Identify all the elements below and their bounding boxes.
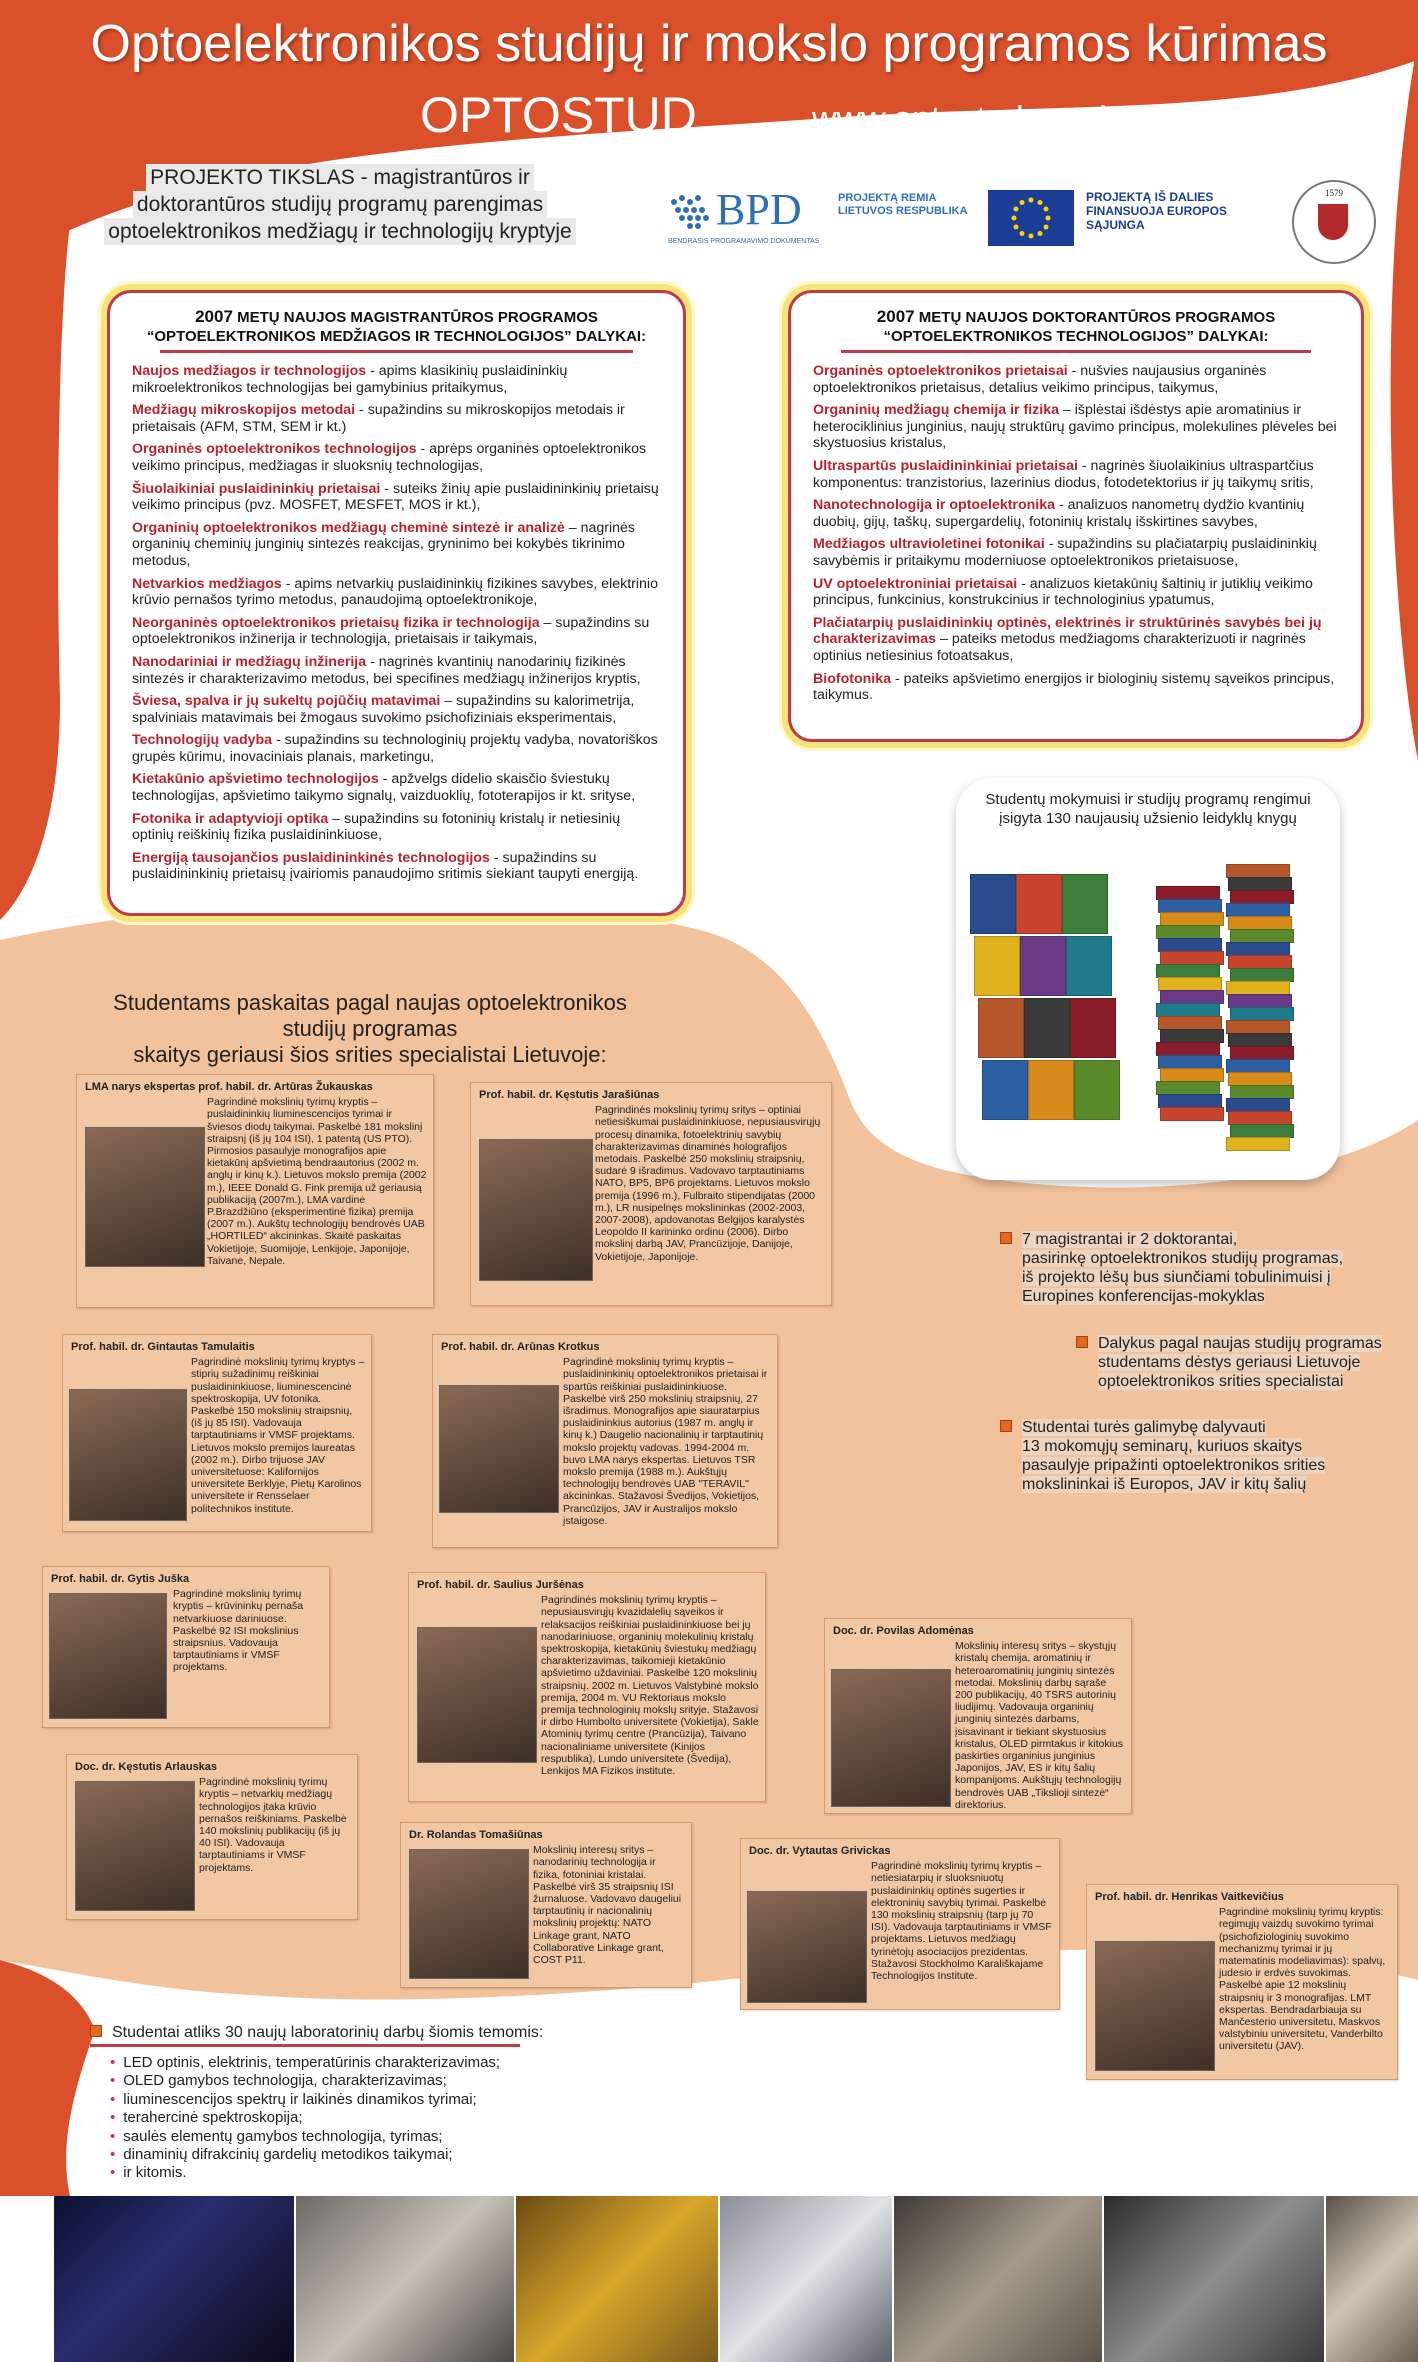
course-description: - nušvies naujausius organinės optoelektronikos prietaisus, detalius veikimo principus, taikymus, [813,363,1267,396]
doctoral-panel-divider [841,350,1311,353]
book-spine [1158,1055,1222,1069]
course-item [132,481,661,514]
course-name: Netvarkios medžiagos [132,575,282,592]
course-description: – supažindins su optoelektronikos inžinerija ir technologija, prietaisais ir taikymais, [132,614,650,648]
book-spine [1156,1081,1220,1095]
eu-funding-text: PROJEKTĄ IŠ DALIES FINANSUOJA EUROPOS SĄJUNGA [1086,190,1227,232]
left-bottom-edge-shape [0,1960,95,2196]
specialist-photo [479,1139,593,1281]
labs-item: • liuminescencijos spektrų ir laikinės dinamikos tyrimai; [110,2091,500,2109]
book-cover [1070,998,1116,1058]
specialist-card-jarasiunas: Prof. habil. dr. Kęstutis Jarašiūnas Pagrindinės mokslinių tyrimų sritys – optiniai netiesiškumai puslaidininkiuose, nepusiausvirųjų procesų dinamika, fotoelektrinių savybių charakterizavimas dinaminės holografijos metodais. Paskelbė 250 mokslinių straipsnių, sudarė 9 išradimus. Vadovavo tarptautiniams NATO, BP5, BP6 projektams. Lietuvos mokslo premija (1996 m.), Fulbraito stipendijatas (2000 m.), LR nusipelnęs mokslininkas (2002-2003, 2007-2008), apdovanotas Belgijos karalystės Leopoldo II karininko ordinu (2006). Dirbo mokslinį darbą JAV, Prancūzijoje, Danijoje, Vokietijoje, Japonijoje. [470,1082,832,1306]
labs-title: Studentai atliks 30 naujų laboratorinių darbų šiomis temomis: [90,2024,543,2042]
book-spine [1228,877,1292,891]
book-spine [1230,1046,1294,1060]
labs-list [110,2054,500,2183]
doctoral-course-list [791,363,1361,704]
specialists-heading: Studentams paskaitas pagal naujas optoelektronikos studijų programas skaitys geriausi šios srities specialistai Lietuvoje: [113,990,627,1067]
book-cover [1016,874,1062,934]
doctoral-panel-heading: 2007 METŲ NAUJOS DOKTORANTŪROS PROGRAMOS “OPTOELEKTRONIKOS TECHNOLOGIJOS” DALYKAI: [876,307,1276,345]
lab-photo-3 [516,2196,720,2362]
course-name: Nanodariniai ir medžiagų inžinerija [132,653,367,670]
specialist-photo [439,1385,559,1513]
specialist-card-arlauskas: Doc. dr. Kęstutis Arlauskas Pagrindinė mokslinių tyrimų kryptis – netvarkių medžiagų technologijos įtaka krūvio pernašos reiškiniams. Paskelbė 140 mokslinių publikacijų (iš jų 40 ISI). Vadovauja tarptautiniams ir VMSF projektams. [66,1754,358,1920]
book-spine [1226,903,1290,917]
specialist-photo [69,1389,187,1521]
specialist-photo [75,1781,195,1911]
specialist-photo [85,1127,205,1267]
book-spine [1226,1059,1290,1073]
book-spine [1226,942,1290,956]
course-item [132,520,661,570]
book-spine [1160,1107,1224,1121]
project-goal [70,164,610,245]
specialist-card-vaitkevicius: Prof. habil. dr. Henrikas Vaitkevičius Pagrindinė mokslinių tyrimų kryptis: regimųjų vaizdų suvokimo tyrimai (psichofiziologinių suvokimo mechanizmų tyrimai ir jų matematinis modeliavimas): spalvų, judesio ir erdvės suvokimas. Paskelbė apie 12 mokslinių straipsnių ir 3 monografijas. LMT ekspertas. Bendradarbiauja su Mančesterio universitetu, Maskvos valstybiniu universitetu, Vanderbilto universitetu (JAV). [1086,1884,1398,2080]
book-spine [1226,1098,1290,1112]
course-description: - supažindins su mikroskopijos metodais ir prietaisais (AFM, STM, SEM ir kt.) [132,402,625,435]
book-spine [1158,1016,1222,1030]
book-spine [1226,1137,1290,1151]
book-spine [1160,912,1224,926]
book-spine [1226,864,1290,878]
course-item [813,402,1339,452]
specialist-card-grivickas: Doc. dr. Vytautas Grivickas Pagrindinė mokslinių tyrimų kryptis – netiesiatarpių ir sluoksniuotų puslaidininkių optinės sugerties ir elektroninių savybių tyrimai. Paskelbė 130 mokslinių straipsnių (tarp jų 70 ISI). Vadovauja tarptautiniams ir VMSF projektams. Lietuvos medžiagų tyrinėtojų asociacijos prezidentas. Stažavosi Stockholmo Karališkajame Technologijos Institute. [740,1838,1060,2010]
specialist-card-tomasiunas: Dr. Rolandas Tomašiūnas Mokslinių interesų sritys – nanodarinių technologija ir fizika, fotoniniai kristalai. Paskelbė virš 35 straipsnių ISI žurnaluose. Vadovavo daugeliui tarptautinių ir nacionalinių mokslinių projektų: NATO Linkage grant, NATO Collaborative Linkage grant, COST P11. [400,1822,692,1988]
note-lecturers: Dalykus pagal naujas studijų programas studentams dėstys geriausi Lietuvoje optoelektronikos srities specialistai [1076,1334,1382,1391]
book-spine [1158,1094,1222,1108]
books-caption: Studentų mokymuisi ir studijų programų rengimui įsigyta 130 naujausių užsienio leidyklų knygų [985,791,1311,827]
course-item [813,458,1339,491]
book-spine [1228,994,1292,1008]
course-description: - analizuos kietakūnių šaltinių ir jutiklių veikimo principus, funkcinius, konstrukcinius ir technologinius ypatumus, [813,575,1313,609]
project-website-link[interactable]: www.optostud.mtmi.vu.lt [812,100,1179,138]
course-name: Organinių medžiagų chemija ir fizika [813,402,1059,419]
book-spine [1160,1068,1224,1082]
bullet-square-icon [1000,1232,1012,1244]
course-name: Organinės optoelektronikos technologijos [132,441,417,458]
book-cover [974,936,1020,996]
course-name: Šiuolaikiniai puslaidininkių prietaisai [132,480,381,497]
book-cover [1024,998,1070,1058]
bpd-subtext: BENDRASIS PROGRAMAVIMO DOKUMENTAS [668,238,820,245]
book-spine [1230,1124,1294,1138]
book-cover [1066,936,1112,996]
course-description: - suteiks žinių apie puslaidininkinių prietaisų veikimo principus (pvz. MOSFET, MESFET, MOS ir kt.), [132,480,659,514]
course-name: Technologijų vadyba [132,732,273,749]
course-item [132,363,661,396]
course-description: - aprėps organinės optoelektronikos veikimo principus, medžiagas ir sluoksnių technologijas, [132,441,647,474]
book-spine [1228,955,1292,969]
book-spine [1160,990,1224,1004]
goal-line-1: PROJEKTO TIKSLAS - magistrantūros ir [146,164,534,191]
book-cover [978,998,1024,1058]
course-description: - supažindins su puslaidininkinių prietaisų įvairiomis panaudojimo sritimis siekiant taupyti energiją. [132,849,639,883]
doctoral-program-panel [788,290,1364,742]
master-panel-heading: 2007 METŲ NAUJOS MAGISTRANTŪROS PROGRAMOS “OPTOELEKTRONIKOS MEDŽIAGOS IR TECHNOLOGIJOS” DALYKAI: [146,307,647,345]
course-description: - apims netvarkių puslaidininkių fizikines savybes, elektrinio krūvio pernašos tyrimo metodus, panaudojimą optoelektronikoje, [132,575,658,609]
master-panel-divider [160,350,633,353]
course-name: Organinių optoelektronikos medžiagų cheminė sintezė ir analizė [132,519,565,536]
bpd-text: BPD [716,185,802,234]
course-item [813,615,1339,665]
book-cover [970,874,1016,934]
book-cover [1062,874,1108,934]
course-item [132,441,661,474]
course-description: - analizuos nanometrų dydžio kvantinių duobių, gijų, taškų, supergardelių, fotoninių kristalų išskirtines savybes, [813,497,1305,530]
course-item [132,402,661,435]
course-description: - supažindins su technologinių projektų vadyba, novatoriškos grupės kūrimu, inovaciniais planais, marketingu, [132,732,658,765]
specialist-photo [1095,1941,1215,2071]
specialist-card-tamulaitis: Prof. habil. dr. Gintautas Tamulaitis Pagrindinė mokslinių tyrimų kryptys – stiprių sužadinimų reiškiniai puslaidininkiuose, liuminescencinė spektroskopija, UV fotonika. Paskelbė 150 mokslinių straipsnių, (iš jų 85 ISI). Vadovauja tarptautiniams ir VMSF projektams. Lietuvos mokslo premijos laureatas (2002 m.). Dirbo trijuose JAV universitetuose: Kalifornijos universitete Berklyje, Pietų Karolinos universitete ir Rensselaer politechnikos institute. [62,1334,372,1532]
book-cover [1020,936,1066,996]
left-edge-shape [0,225,70,920]
labs-item: • dinaminių difrakcinių gardelių metodikos taikymai; [110,2146,500,2164]
course-name: Organinės optoelektronikos prietaisai [813,363,1068,379]
course-name: Biofotonika [813,670,892,687]
course-name: Kietakūnio apšvietimo technologijos [132,771,379,788]
course-description: – supažindins su fotoninių kristalų ir netiesinių optinių reiškinių fizika puslaidininkiuose, [132,810,621,844]
books-panel [956,778,1340,1180]
right-edge-shape [1391,40,1418,760]
poster-title: Optoelektronikos studijų ir mokslo programos kūrimas [90,15,1328,73]
book-spine [1228,916,1292,930]
course-name: Neorganinės optoelektronikos prietaisų fizika ir technologija [132,614,540,631]
book-spine [1226,1020,1290,1034]
book-spine [1226,981,1290,995]
course-item [132,771,661,804]
book-spine [1230,929,1294,943]
vilnius-university-seal-icon [1292,180,1376,264]
bpd-support-text: PROJEKTĄ REMIA LIETUVOS RESPUBLIKA [838,192,968,217]
course-item [813,576,1339,609]
course-item [813,363,1339,396]
book-spine [1228,1033,1292,1047]
specialist-photo [747,1891,867,2003]
bullet-square-icon [1000,1420,1012,1432]
lab-photo-5 [894,2196,1104,2362]
course-description: - apžvelgs didelio skaisčio šviestukų technologijas, apšvietimo taikymo signalų, vaizduoklių, fototerapijos ir kt. srityse, [132,771,636,805]
book-spine [1228,1111,1292,1125]
course-name: Naujos medžiagos ir technologijos [132,363,367,379]
book-spine [1230,1085,1294,1099]
book-spine [1156,1042,1220,1056]
lab-photo-1 [54,2196,296,2362]
course-name: Nanotechnologija ir optoelektronika [813,497,1056,514]
book-spine [1160,1029,1224,1043]
goal-line-3: optoelektronikos medžiagų ir technologijų kryptyje [104,218,575,245]
specialist-card-juska: Prof. habil. dr. Gytis Juška Pagrindinė mokslinių tyrimų kryptis – krūvininkų pernaša netvarkiuose dariniuose. Paskelbė 92 ISI mokslinius straipsnius. Vadovauja tarptautiniams ir VMSF projektams. [42,1566,330,1728]
bpd-logo [668,185,968,253]
course-item [132,850,661,883]
book-cover [982,1060,1028,1120]
lab-photo-6 [1104,2196,1326,2362]
course-item [132,732,661,765]
lab-photo-7 [1326,2196,1418,2362]
specialist-card-krotkus: Prof. habil. dr. Arūnas Krotkus Pagrindinė mokslinių tyrimų kryptis – puslaidininkinių optoelektronikos prietaisai ir spartūs reiškiniai puslaidininkiuose. Paskelbė virš 250 mokslinių straipsnių, 27 išradimus. Monografijos apie siauratarpius puslaidininkius autorius (1987 m. anglų ir kinų k.) Daugelio nacionalinių ir tarptautinių mokslo projektų vadovas. 1994-2004 m. buvo LMA narys ekspertas. Lietuvos TSR mokslo premija (1988 m.). Aukštųjų technologijų bendrovės UAB "TERAVIL" akcininkas. Stažavosi Švedijos, Vokietijos, Prancūzijos, JAV ir Australijos mokslo įstaigose. [432,1334,778,1548]
master-program-panel [107,290,686,916]
eu-flag-icon [988,190,1074,246]
labs-item: • ir kitomis. [110,2164,500,2182]
course-item [132,576,661,609]
specialist-photo [831,1669,951,1807]
course-name: Šviesa, spalva ir jų sukeltų pojūčių matavimai [132,693,441,710]
book-spine [1156,925,1220,939]
specialist-photo [49,1593,167,1719]
course-item [813,497,1339,530]
book-spine [1230,890,1294,904]
course-description: – pateiks metodus medžiagoms charakterizuoti ir nagrinės optinius netiesinius fotoatsakus, [813,631,1306,664]
labs-item: • saulės elementų gamybos technologija, tyrimas; [110,2128,500,2146]
course-description: - pateiks apšvietimo energijos ir biologinių sistemų sąveikos principus, taikymus. [813,670,1335,704]
lab-photo-2 [296,2196,516,2362]
note-seminars: Studentai turės galimybę dalyvauti 13 mokomųjų seminarų, kuriuos skaitys pasaulyje pripažinti optoelektronikos srities mokslininkai iš Europos, JAV ir kitų šalių [1000,1418,1325,1494]
specialist-card-zukauskas: LMA narys ekspertas prof. habil. dr. Artūras Žukauskas Pagrindinė mokslinių tyrimų kryptis – puslaidininkių liuminescencijos tyrimai ir šviesos diodų taikymai. Paskelbė 181 mokslinį straipsnį (iš jų 104 ISI), 1 patentą (US PTO). Pirmosios pasaulyje monografijos apie kietakūnį apšvietimą bendraautorius (2002 m. anglų ir kinų k.). Lietuvos mokslo premija (2002 m.), IEEE Donald G. Fink premija už geriausią publikaciją (2007m.), LMA vardinė P.Brazdžiūno (eksperimentinė fizika) premija (2007 m.). Aukštų technologijų bendrovės UAB „HORTILED“ akcininkas. Skaitė paskaitas Vokietijoje, Suomijoje, Lenkijoje, Japonijoje, Taivane, Nepale. [76,1074,434,1308]
course-description: – supažindins su kalorimetrija, spalviniais matavimais bei žmogaus suvokimo psichofiziniais eksperimentais, [132,693,635,726]
labs-item: • terahercinė spektroskopija; [110,2109,500,2127]
book-spine [1156,964,1220,978]
course-item [132,615,661,648]
course-item [813,536,1339,569]
course-name: Fotonika ir adaptyvioji optika [132,810,329,827]
book-spine [1158,899,1222,913]
bullet-square-icon [90,2025,102,2037]
course-description: – nagrinės organinių cheminių junginių sintezės reakcijas, gryninimo bei kokybės tikrinimo metodus, [132,519,636,569]
course-description: - supažindins su plačiatarpių puslaidininkių savybėmis ir pritaikymu moderniuose optoelektronikos prietaisuose, [813,536,1317,569]
project-acronym: OPTOSTUD [420,87,697,143]
course-item [132,654,661,687]
specialist-card-jursenas: Prof. habil. dr. Saulius Juršėnas Pagrindinės mokslinių tyrimų kryptis – nepusiausvirųjų kvazidalelių sąveikos ir relaksacijos reiškiniai puslaidininkiuose bei jų nanodariniuose, organinių molekulinių kristalų spektroskopija, kietakūnių šviestukų medžiagų charakterizavimas, taikomieji kietakūnio apšvietimo uždaviniai. Paskelbė 120 mokslinių straipsnių. 2002 m. Lietuvos Valstybinė mokslo premija, 2004 m. VU Rektoriaus mokslo premija technologinių mokslų srityje. Stažavosi ir dirbo Humbolto universitete (Vokietija), Sakle Atominių tyrimų centre (Prancūzija), Taivano nacionaliniame universitete (Kinijos respublika), Lundo universitete (Švedija), Lenkijos MA Fizikos institute. [408,1572,766,1802]
course-description: - apims klasikinių puslaidininkių mikroelektronikos technologijas bei gamybinius pritaikymus, [132,363,568,396]
course-name: Ultraspartūs puslaidininkiniai prietaisai [813,457,1078,474]
book-spine [1230,968,1294,982]
course-item [813,671,1339,704]
book-spine [1160,951,1224,965]
course-description: - nagrinės šiuolaikinius ultraspartčius komponentus: tranzistorius, lazerinius diodus, fotodetektorius ir jų taikymų sritis, [813,457,1314,491]
labs-item: • OLED gamybos technologija, charakterizavimas; [110,2072,500,2090]
note-trips: 7 magistrantai ir 2 doktorantai, pasirinkę optoelektronikos studijų programas, iš projekto lėšų bus siunčiami tobulinimuisi į Europines konferencijas-mokyklas [1000,1230,1343,1306]
book-spine [1158,977,1222,991]
vu-year: 1579 [1325,188,1343,198]
book-spine [1228,1072,1292,1086]
labs-divider [90,2044,520,2047]
course-name: Medžiagų mikroskopijos metodai [132,402,356,419]
course-item [132,693,661,726]
specialist-photo [409,1849,529,1979]
specialist-card-adomenas: Doc. dr. Povilas Adomėnas Mokslinių interesų sritys – skystųjų kristalų chemija, aromatinių ir heteroaromatinių junginių sintezės metodai. Mokslinių darbų sąraše 200 publikacijų, 40 TSRS autorinių liudijimų. Vadovauja organinių junginių sintezės darbams, įsisavinant ir tiekiant skystuosius kristalus, OLED pirmtakus ir kitokius paskirties organinius junginius Japonijos, JAV, ES ir kitų šalių kompanijoms. Aukštųjų technologijų bendrovės UAB „Tikslioji sintezė“ direktorius. [824,1618,1132,1814]
labs-item: • LED optinis, elektrinis, temperatūrinis charakterizavimas; [110,2054,500,2072]
book-spine [1156,1003,1220,1017]
specialist-photo [417,1627,537,1763]
course-description: – išplėstai išdėstys apie aromatinius ir heterociklinius junginius, naujų struktūrų gavimo principus, molekulines plėveles bei skystuosius kristalus, [813,402,1337,452]
bullet-square-icon [1076,1336,1088,1348]
book-spine [1156,886,1220,900]
goal-line-2: doktorantūros studijų programų parengimas [133,191,547,218]
book-cover [1028,1060,1074,1120]
book-spine [1230,1007,1294,1021]
course-name: Energiją tausojančios puslaidininkinės technologijos [132,849,490,866]
course-name: Medžiagos ultravioletinei fotonikai [813,536,1045,553]
lab-photo-4 [720,2196,894,2362]
book-cover [1074,1060,1120,1120]
master-course-list [110,363,683,883]
course-name: Plačiatarpių puslaidininkių optinės, elektrinės ir struktūrinės savybės bei jų charakterizavimas [813,614,1322,648]
book-spine [1158,938,1222,952]
course-description: - nagrinės kvantinių nanodarinių fizikinės sintezės ir charakterizavimo metodus, bei specifines medžiagų inžinerijos kryptis, [132,653,641,687]
course-name: UV optoelektroniniai prietaisai [813,575,1018,592]
course-item [132,811,661,844]
